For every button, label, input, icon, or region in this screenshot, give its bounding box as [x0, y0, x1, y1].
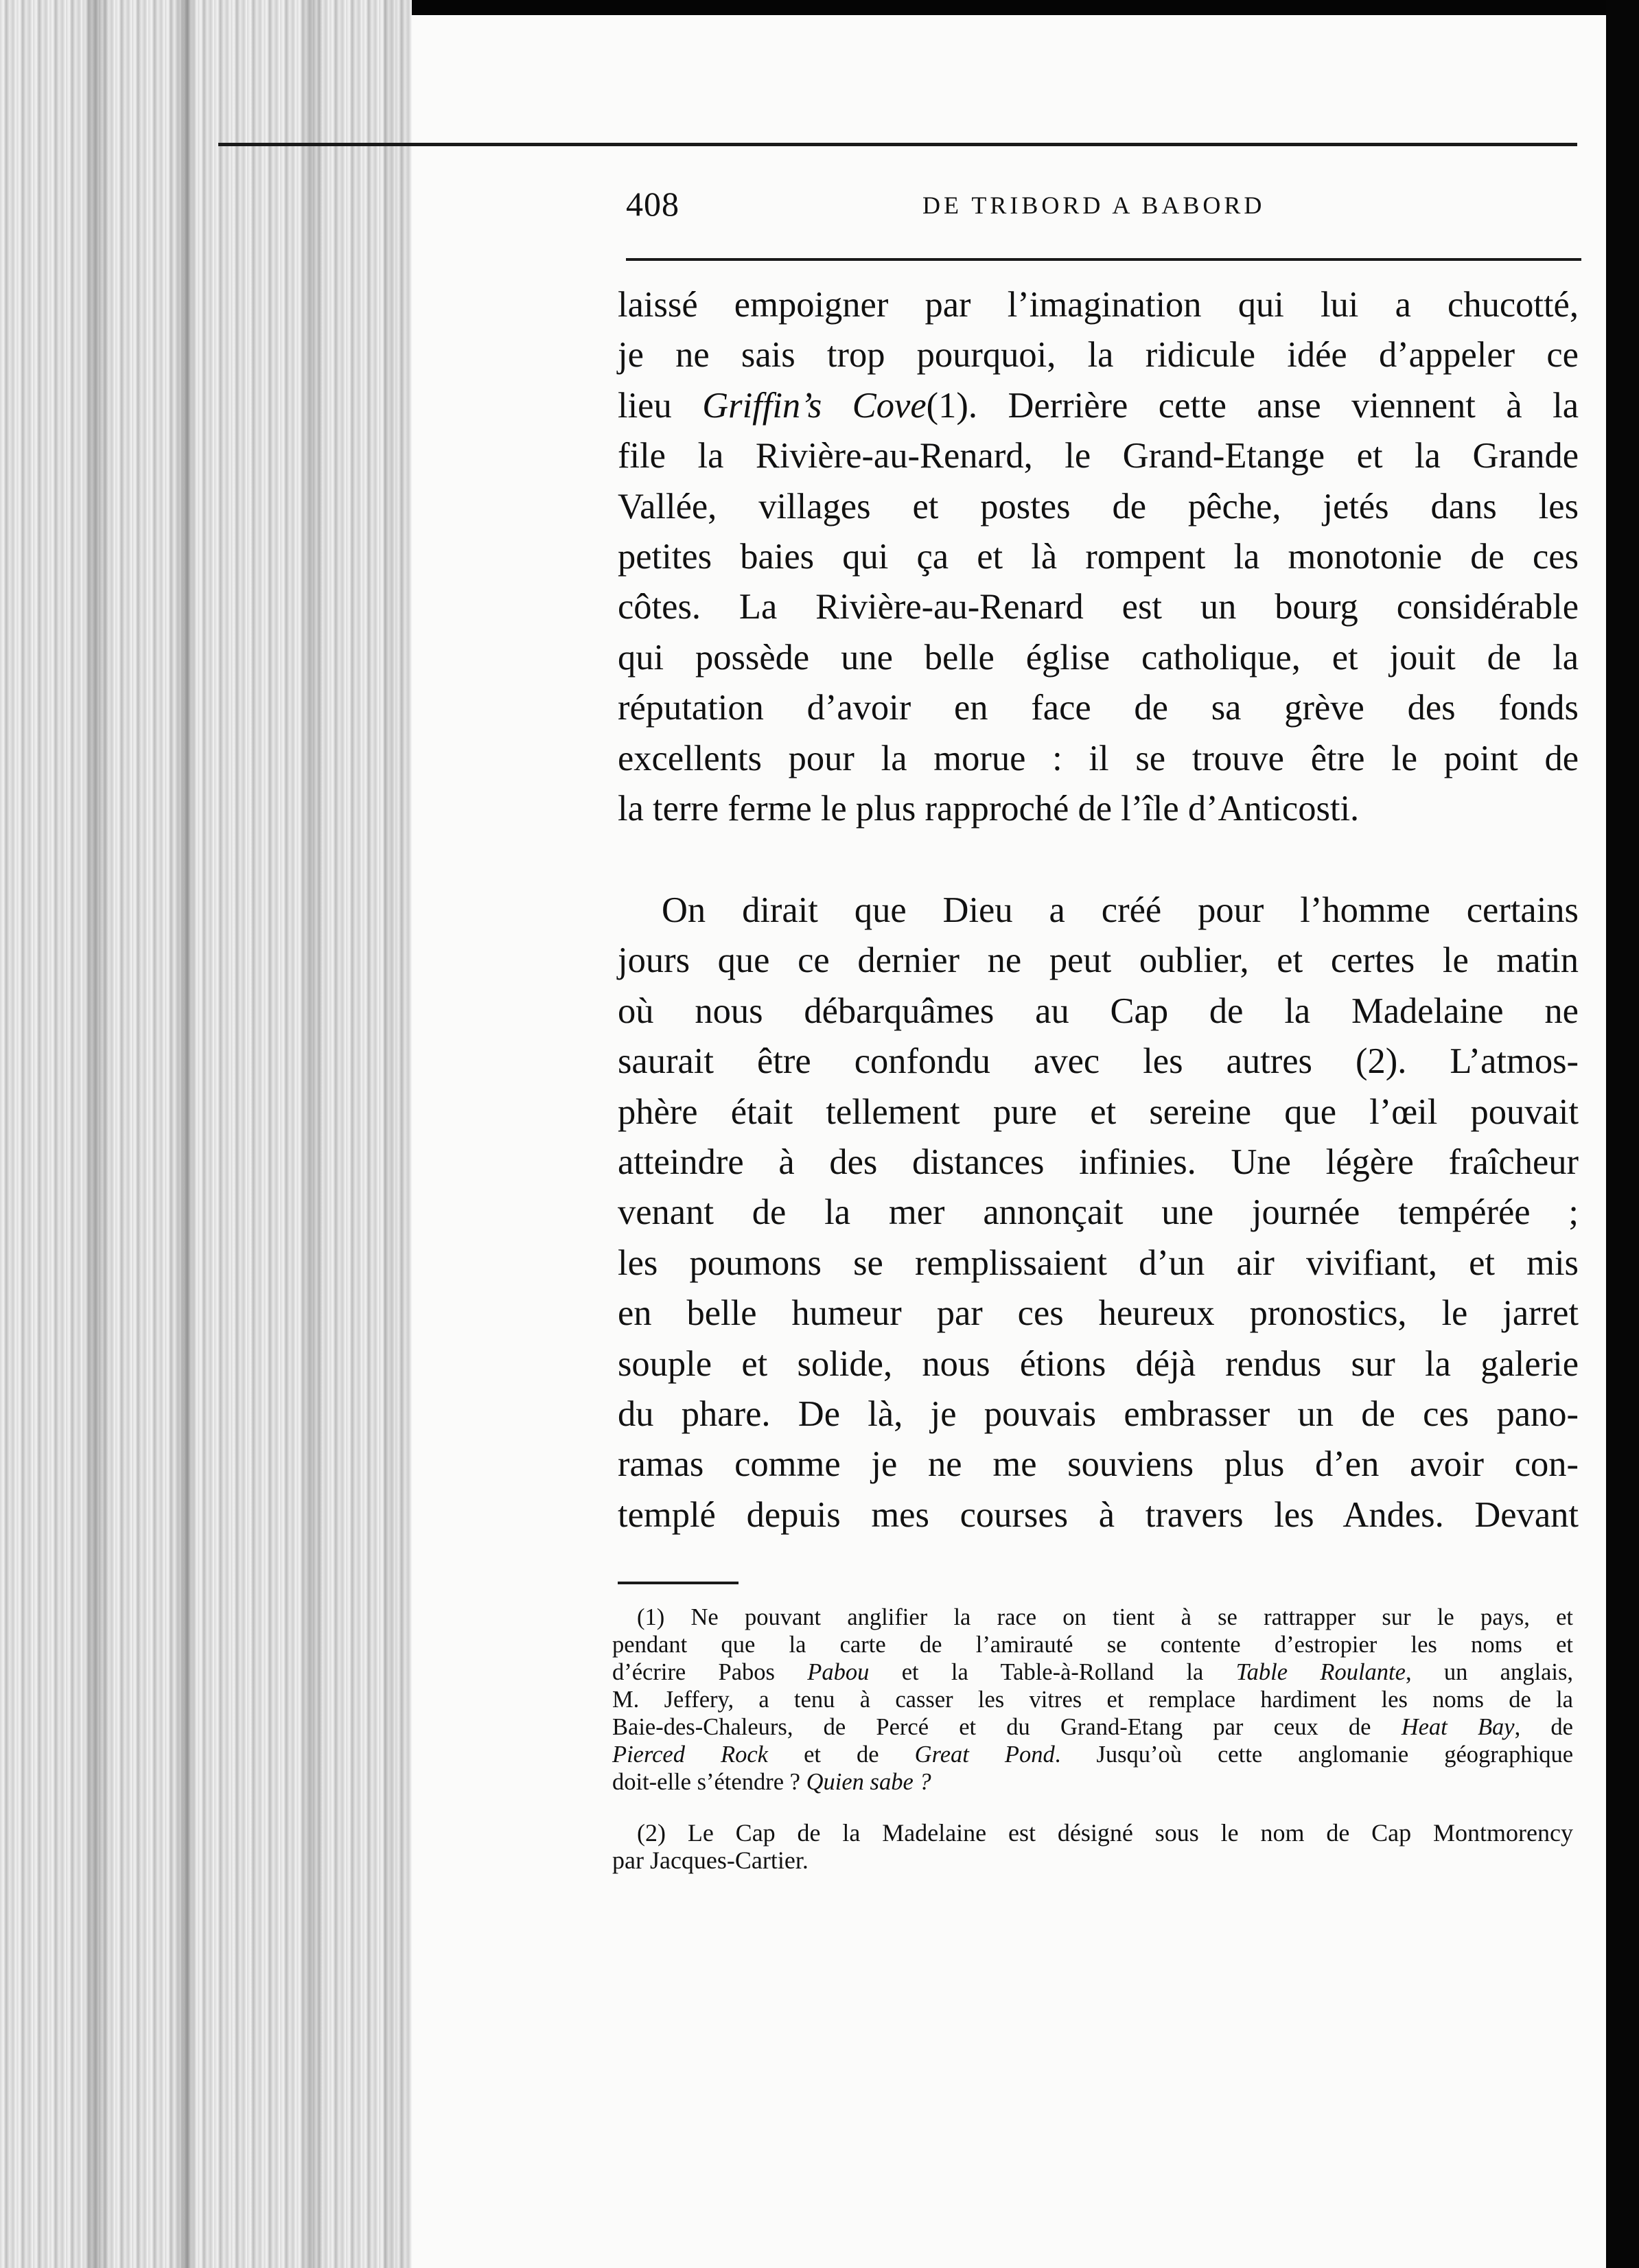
- text-line: où nous débarquâmes au Cap de la Madelaine ne: [618, 991, 1579, 1031]
- footnote-line: [612, 1741, 1573, 1768]
- footnote-rule: [618, 1582, 739, 1584]
- text-line: côtes. La Rivière-au-Renard est un bourg considérable: [618, 587, 1579, 627]
- text-line: les poumons se remplissaient d’un air vivifiant, et mis: [618, 1242, 1579, 1283]
- running-title: DE TRIBORD A BABORD: [922, 192, 1266, 219]
- text-fragment: , de: [1514, 1714, 1573, 1740]
- footnote-line: par Jacques-Cartier.: [612, 1847, 809, 1874]
- text-line: ramas comme je ne me souviens plus d’en avoir con-: [618, 1444, 1579, 1485]
- footnote-line: M. Jeffery, a tenu à casser les vitres et remplace hardiment les noms de la: [612, 1687, 1573, 1713]
- text-line: je ne sais trop pourquoi, la ridicule idée d’appeler ce: [618, 335, 1579, 375]
- text-line: petites baies qui ça et là rompent la monotonie de ces: [618, 536, 1579, 577]
- text-line: la terre ferme le plus rapproché de l’île d’Anticosti.: [618, 788, 1360, 829]
- text-fragment: et la Table-à-Rolland la: [901, 1659, 1204, 1685]
- footnotes: [612, 1604, 1573, 1874]
- footnote-line: (2) Le Cap de la Madelaine est désigné sous le nom de Cap Montmorency: [637, 1819, 1573, 1847]
- text-line: phère était tellement pure et sereine que l’œil pouvait: [618, 1091, 1579, 1132]
- footnote-1: [612, 1604, 1573, 1796]
- page-edge-shadow: [175, 0, 196, 2268]
- text-line: laissé empoigner par l’imagination qui lui a chucotté,: [618, 285, 1579, 325]
- top-rule: [218, 143, 1577, 146]
- text-line: excellents pour la morue : il se trouve être le point de: [618, 738, 1579, 778]
- text-line: qui possède une belle église catholique, et jouit de la: [618, 637, 1579, 678]
- italic-phrase: Quien sabe ?: [806, 1769, 931, 1795]
- text-line: On dirait que Dieu a créé pour l’homme certains: [662, 890, 1579, 930]
- text-line: en belle humeur par ces heureux pronostics, le jarret: [618, 1293, 1579, 1334]
- text-fragment: et de: [804, 1741, 879, 1768]
- footnote-line: [612, 1768, 1573, 1796]
- italic-place-name: Great Pond: [914, 1741, 1055, 1768]
- text-fragment: Baie-des-Chaleurs, de Percé et du Grand-Etang par ceux de: [612, 1714, 1371, 1740]
- page-edge-shadow: [384, 0, 412, 2268]
- text-line: atteindre à des distances infinies. Une légère fraîcheur: [618, 1142, 1579, 1182]
- text-line: du phare. De là, je pouvais embrasser un de ces pano-: [618, 1393, 1579, 1434]
- page-edge-shadow: [82, 0, 110, 2268]
- italic-place-name: Table Roulante: [1235, 1659, 1406, 1685]
- text-fragment: Derrière cette anse viennent à la: [1008, 385, 1579, 426]
- text-fragment: lieu: [618, 385, 672, 426]
- header-rule: [626, 258, 1581, 261]
- italic-place-name: Pabou: [807, 1659, 870, 1685]
- text-line: templé depuis mes courses à travers les Andes. Devant: [618, 1494, 1579, 1535]
- text-line: réputation d’avoir en face de sa grève des fonds: [618, 688, 1579, 728]
- footnote-line: (1) Ne pouvant anglifier la race on tient à se rattrapper sur le pays, et: [637, 1604, 1573, 1630]
- text-line: souple et solide, nous étions déjà rendus sur la galerie: [618, 1343, 1579, 1384]
- text-fragment: , un anglais,: [1405, 1659, 1574, 1685]
- text-fragment: d’écrire Pabos: [612, 1659, 775, 1685]
- text-line: [618, 381, 1579, 431]
- page-edge-shadow: [302, 0, 323, 2268]
- text-fragment: . Jusqu’où cette anglomanie géographique: [1054, 1741, 1574, 1768]
- footnote-line: [612, 1658, 1573, 1686]
- text-line: jours que ce dernier ne peut oublier, et certes le matin: [618, 940, 1579, 981]
- text-line: saurait être confondu avec les autres (2). L’atmos-: [618, 1041, 1579, 1082]
- paragraph-2: [618, 886, 1579, 1540]
- book-page-edges: [0, 0, 412, 2268]
- text-line: file la Rivière-au-Renard, le Grand-Etange et la Grande: [618, 436, 1579, 476]
- text-line: Vallée, villages et postes de pêche, jetés dans les: [618, 486, 1579, 526]
- scan-right-border: [1606, 0, 1639, 2268]
- paragraph-1: [618, 280, 1579, 834]
- italic-place-name: Pierced Rock: [612, 1741, 768, 1768]
- footnote-ref-1: (1).: [926, 385, 977, 426]
- italic-place-name: Heat Bay: [1401, 1714, 1515, 1740]
- page-number: 408: [626, 185, 679, 223]
- text-line: venant de la mer annonçait une journée tempérée ;: [618, 1192, 1579, 1233]
- running-head: [626, 184, 1580, 232]
- footnote-2: [612, 1819, 1573, 1874]
- italic-place-name: Griffin’s Cove: [702, 385, 927, 426]
- text-fragment: doit-elle s’étendre ?: [612, 1769, 800, 1795]
- footnote-line: pendant que la carte de l’amirauté se contente d’estropier les noms et: [612, 1632, 1573, 1658]
- footnote-line: [612, 1713, 1573, 1741]
